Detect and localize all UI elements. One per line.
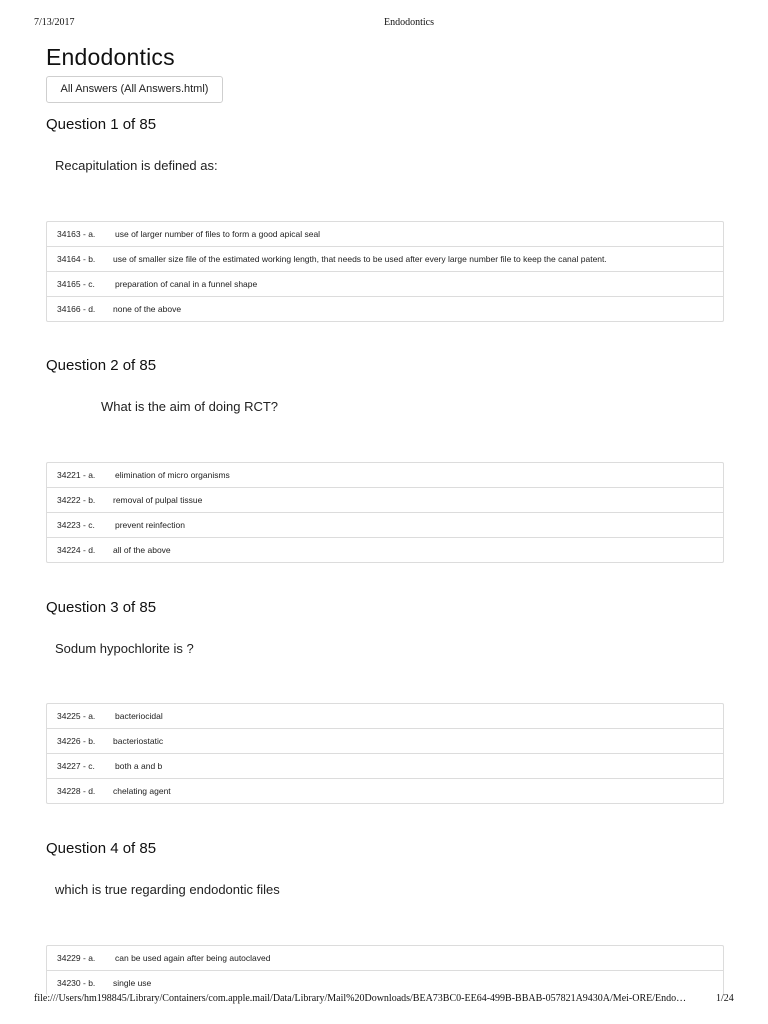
answer-text: both a and b — [115, 761, 163, 771]
question-heading: Question 2 of 85 — [46, 357, 157, 374]
answer-list — [46, 945, 724, 995]
answer-option-c[interactable] — [47, 272, 723, 297]
answer-id: 34227 - c. — [57, 761, 95, 771]
answer-text: preparation of canal in a funnel shape — [115, 279, 258, 289]
answer-text: chelating agent — [113, 786, 171, 796]
answer-id: 34164 - b. — [57, 254, 96, 264]
print-footer — [0, 993, 768, 1007]
answer-id: 34225 - a. — [57, 711, 96, 721]
question-heading: Question 4 of 85 — [46, 840, 157, 857]
question-text: What is the aim of doing RCT? — [101, 399, 279, 414]
answer-text: none of the above — [113, 304, 182, 314]
answer-option-a[interactable] — [47, 704, 723, 729]
print-date: 7/13/2017 — [34, 17, 75, 28]
answer-option-c[interactable] — [47, 754, 723, 779]
answer-id: 34230 - b. — [57, 978, 96, 988]
answer-text: use of larger number of files to form a good apical seal — [115, 229, 321, 239]
question-heading: Question 3 of 85 — [46, 599, 157, 616]
answer-text: use of smaller size file of the estimated working length, that needs to be used after every large number file to keep the canal patent. — [113, 254, 607, 264]
answer-text: all of the above — [113, 545, 171, 555]
answer-id: 34228 - d. — [57, 786, 96, 796]
answer-option-a[interactable] — [47, 946, 723, 971]
answer-option-a[interactable] — [47, 463, 723, 488]
answer-text: bacteriocidal — [115, 711, 163, 721]
answer-text: single use — [113, 978, 152, 988]
answer-option-c[interactable] — [47, 513, 723, 538]
answer-text: can be used again after being autoclaved — [115, 953, 271, 963]
answer-id: 34226 - b. — [57, 736, 96, 746]
answer-option-d[interactable] — [47, 297, 723, 321]
answer-id: 34165 - c. — [57, 279, 95, 289]
answer-option-b[interactable] — [47, 247, 723, 272]
answer-list — [46, 462, 724, 563]
answer-id: 34224 - d. — [57, 545, 96, 555]
print-header — [0, 17, 768, 31]
answer-option-b[interactable] — [47, 729, 723, 754]
page-title: Endodontics — [46, 44, 175, 70]
question-text: Sodum hypochlorite is ? — [55, 641, 194, 656]
question-text: which is true regarding endodontic files — [55, 882, 280, 897]
all-answers-button[interactable]: All Answers (All Answers.html) — [46, 76, 223, 103]
answer-id: 34166 - d. — [57, 304, 96, 314]
question-heading: Question 1 of 85 — [46, 116, 157, 133]
answer-text: bacteriostatic — [113, 736, 164, 746]
answer-list — [46, 221, 724, 322]
answer-text: elimination of micro organisms — [115, 470, 230, 480]
answer-option-a[interactable] — [47, 222, 723, 247]
answer-id: 34223 - c. — [57, 520, 95, 530]
answer-id: 34221 - a. — [57, 470, 96, 480]
answer-option-d[interactable] — [47, 779, 723, 803]
print-url: file:///Users/hm198845/Library/Containers/com.apple.mail/Data/Library/Mail%20Downloads/BEA73BC0-EE64-499B-BBAB-057821A9430A/Mei-ORE/Endo… — [34, 993, 687, 1004]
answer-id: 34163 - a. — [57, 229, 96, 239]
answer-id: 34229 - a. — [57, 953, 96, 963]
answer-option-b[interactable] — [47, 488, 723, 513]
answer-text: removal of pulpal tissue — [113, 495, 203, 505]
answer-option-d[interactable] — [47, 538, 723, 562]
question-text: Recapitulation is defined as: — [55, 158, 218, 173]
answer-list — [46, 703, 724, 804]
print-title: Endodontics — [384, 17, 434, 28]
answer-text: prevent reinfection — [115, 520, 185, 530]
answer-option-b[interactable] — [47, 971, 723, 995]
answer-id: 34222 - b. — [57, 495, 96, 505]
page-number: 1/24 — [716, 993, 734, 1004]
